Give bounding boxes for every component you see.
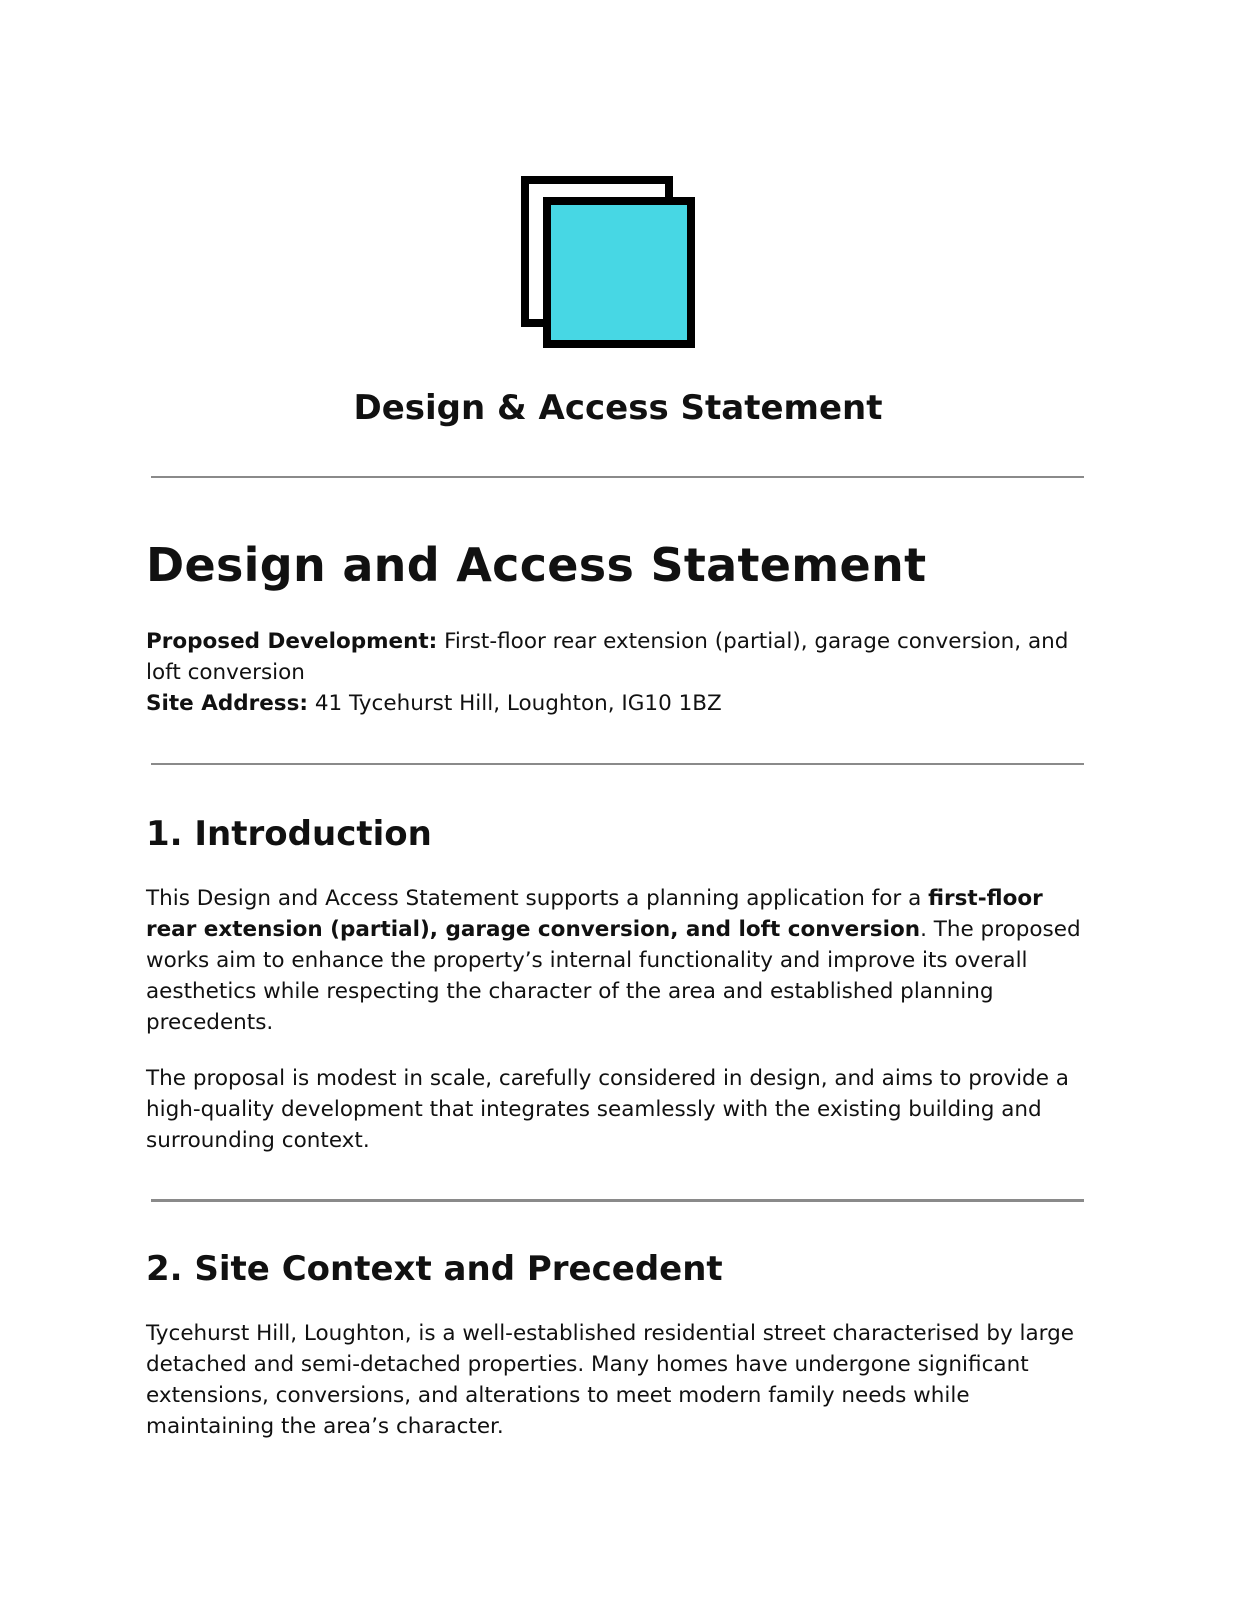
proposed-development-value: First-floor rear extension (partial), garage conversion, and loft conversion (146, 629, 1069, 685)
divider (151, 1199, 1084, 1202)
introduction-paragraph-2: The proposal is modest in scale, carefully considered in design, and aims to provide a high-quality development that integrates seamlessly with the existing building and surrounding context. (146, 1066, 1069, 1153)
section-heading-site-context: 2. Site Context and Precedent (146, 1249, 723, 1289)
divider (151, 476, 1084, 478)
front-square (547, 201, 691, 344)
site-address-value: 41 Tycehurst Hill, Loughton, IG10 1BZ (308, 691, 722, 716)
text-run: . The proposed works aim to enhance the property’s internal functionality and improve its overall aesthetics while respecting the character of the area and established planning precedents. (146, 917, 1081, 1035)
introduction-paragraph-1 (146, 883, 1096, 1038)
header-title: Design & Access Statement (353, 388, 883, 428)
document-meta (146, 626, 1086, 719)
overlapping-squares-icon (521, 176, 699, 352)
site-address-label: Site Address: (146, 691, 308, 716)
site-context-paragraph-1: Tycehurst Hill, Loughton, is a well-established residential street characterised by large detached and semi-detached properties. Many homes have undergone significant extensions, conversions, and alterations to meet modern family needs while maintaining the area’s character. (146, 1321, 1075, 1439)
text-run-bold: first-floor rear extension (partial), garage conversion, and loft conversion (146, 886, 1043, 942)
proposed-development-label: Proposed Development: (146, 629, 438, 654)
divider (151, 763, 1084, 765)
section-heading-introduction: 1. Introduction (146, 814, 432, 854)
text-run: This Design and Access Statement supports a planning application for a (146, 886, 929, 911)
document-title: Design and Access Statement (146, 538, 927, 592)
